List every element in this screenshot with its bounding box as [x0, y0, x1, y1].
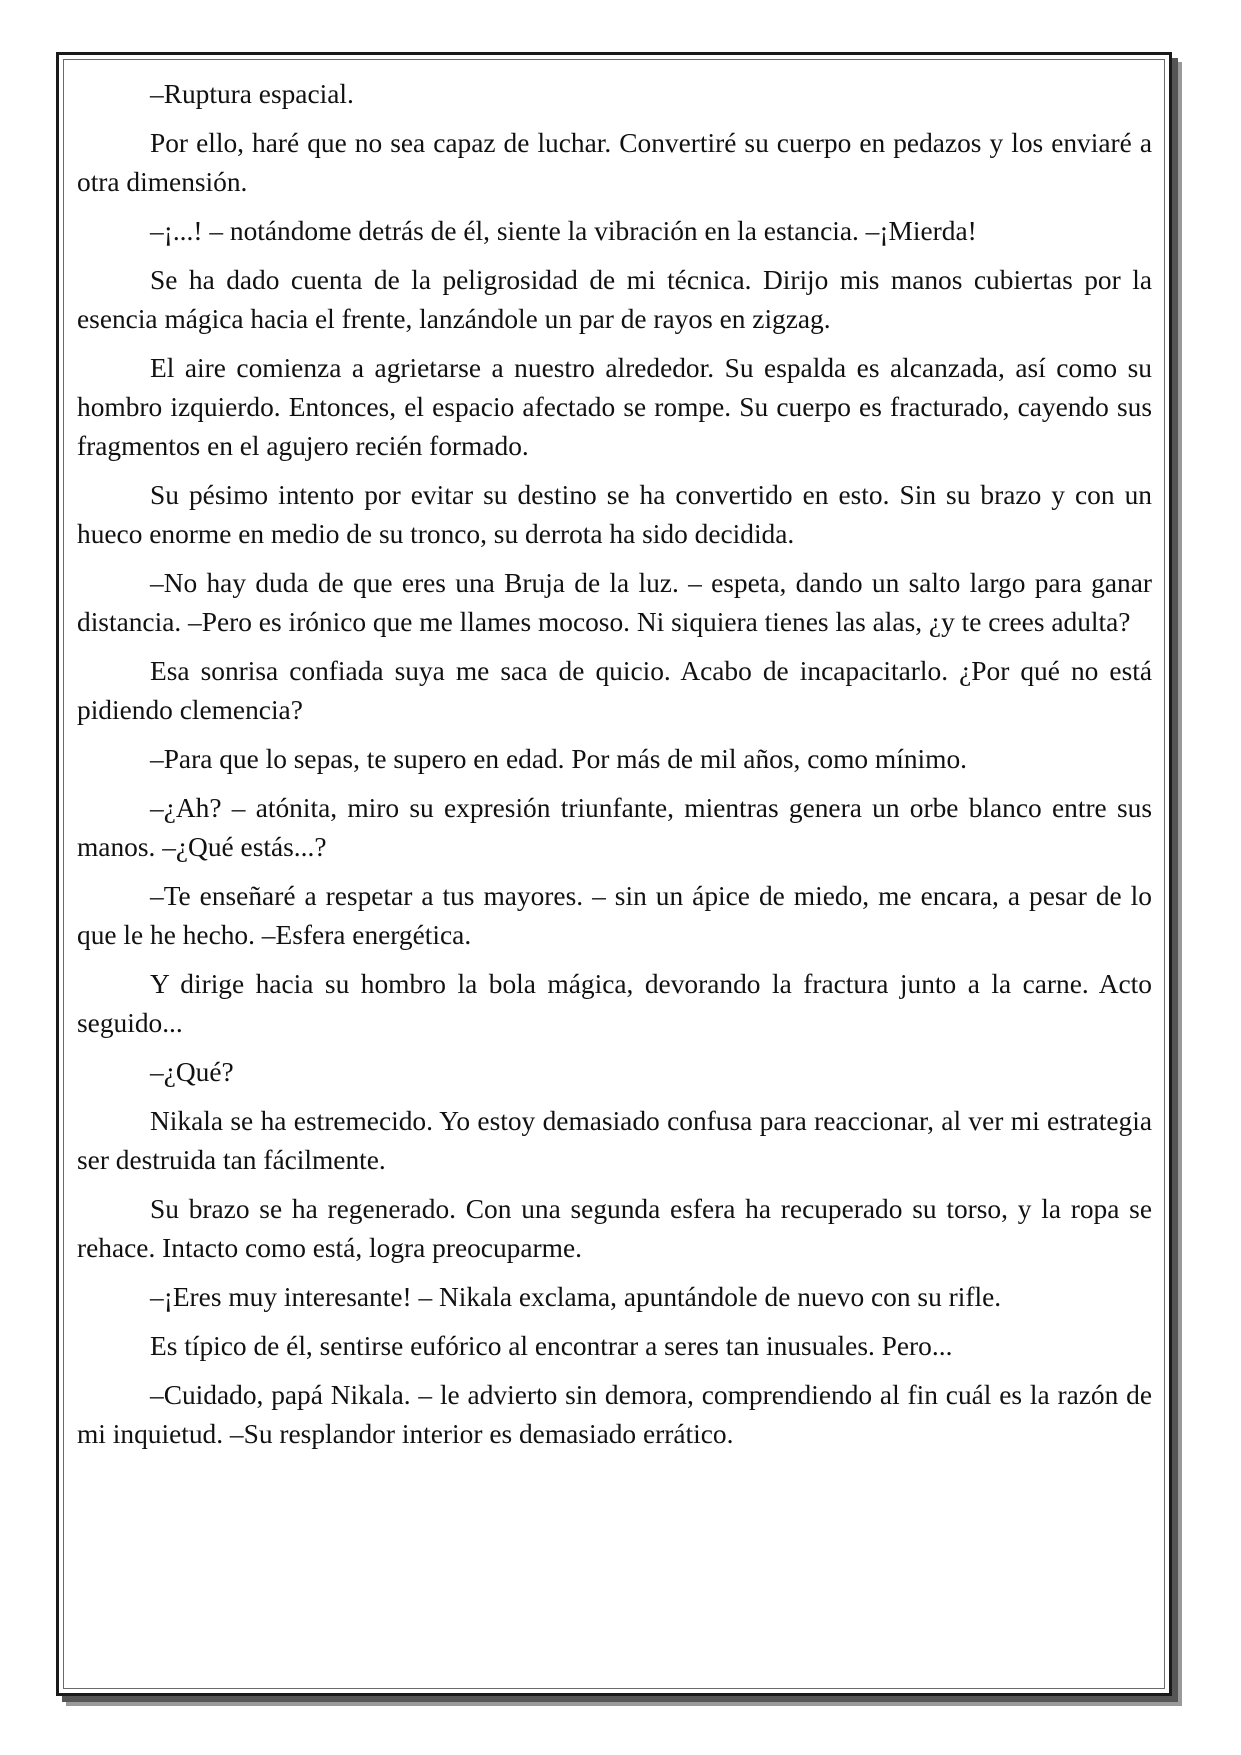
paragraph: El aire comienza a agrietarse a nuestro alrededor. Su espalda es alcanzada, así como su hombro izquierdo. Entonces, el espacio afectado se rompe. Su cuerpo es fracturado, cayendo sus fragmentos en el agujero recién formado. — [77, 353, 1152, 461]
paragraph: –Ruptura espacial. — [150, 79, 354, 109]
paragraph: –¿Ah? – atónita, miro su expresión triunfante, mientras genera un orbe blanco entre sus manos. –¿Qué estás...? — [77, 793, 1152, 862]
paragraph: Nikala se ha estremecido. Yo estoy demasiado confusa para reaccionar, al ver mi estrategia ser destruida tan fácilmente. — [77, 1106, 1152, 1175]
paragraph: Se ha dado cuenta de la peligrosidad de mi técnica. Dirijo mis manos cubiertas por la esencia mágica hacia el frente, lanzándole un par de rayos en zigzag. — [77, 265, 1152, 334]
paragraph: –Cuidado, papá Nikala. – le advierto sin demora, comprendiendo al fin cuál es la razón de mi inquietud. –Su resplandor interior es demasiado errático. — [77, 1380, 1152, 1449]
paragraph: –Para que lo sepas, te supero en edad. Por más de mil años, como mínimo. — [150, 744, 967, 774]
paragraph: Es típico de él, sentirse eufórico al encontrar a seres tan inusuales. Pero... — [150, 1331, 953, 1361]
paragraph: Su brazo se ha regenerado. Con una segunda esfera ha recuperado su torso, y la ropa se rehace. Intacto como está, logra preocuparme. — [77, 1194, 1152, 1263]
paragraph: Y dirige hacia su hombro la bola mágica, devorando la fractura junto a la carne. Acto seguido... — [77, 969, 1152, 1038]
paragraph: Esa sonrisa confiada suya me saca de quicio. Acabo de incapacitarlo. ¿Por qué no está pidiendo clemencia? — [77, 656, 1152, 725]
paragraph: –No hay duda de que eres una Bruja de la luz. – espeta, dando un salto largo para ganar distancia. –Pero es irónico que me llames mocoso. Ni siquiera tienes las alas, ¿y te crees adulta? — [77, 568, 1152, 637]
paragraph: –¿Qué? — [150, 1057, 234, 1087]
paragraph: –¡...! – notándome detrás de él, siente la vibración en la estancia. –¡Mierda! — [150, 216, 977, 246]
text-body — [77, 75, 1152, 1464]
paragraph: Su pésimo intento por evitar su destino se ha convertido en esto. Sin su brazo y con un hueco enorme en medio de su tronco, su derrota ha sido decidida. — [77, 480, 1152, 549]
paragraph: –¡Eres muy interesante! – Nikala exclama, apuntándole de nuevo con su rifle. — [150, 1282, 1002, 1312]
page-frame — [56, 52, 1172, 1696]
paragraph: Por ello, haré que no sea capaz de luchar. Convertiré su cuerpo en pedazos y los enviaré a otra dimensión. — [77, 128, 1152, 197]
paragraph: –Te enseñaré a respetar a tus mayores. – sin un ápice de miedo, me encara, a pesar de lo que le he hecho. –Esfera energética. — [77, 881, 1152, 950]
